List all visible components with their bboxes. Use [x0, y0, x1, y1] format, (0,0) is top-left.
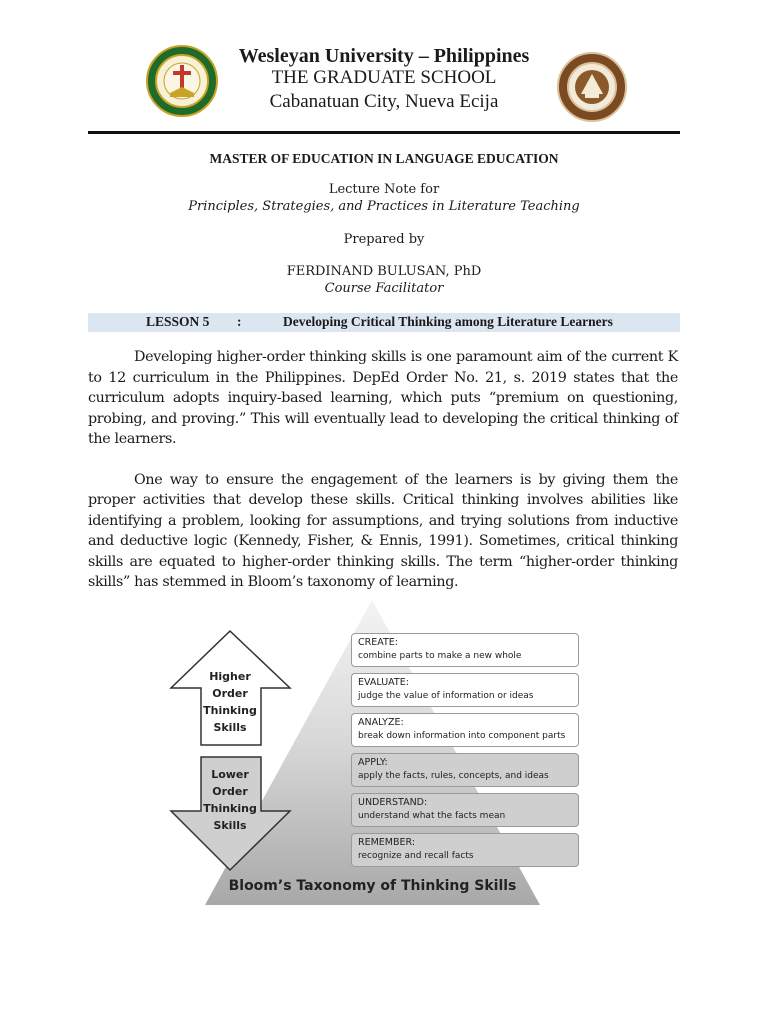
tier-apply	[351, 753, 579, 787]
tier-analyze	[351, 713, 579, 747]
header-divider	[88, 131, 680, 134]
tier-title: CREATE:	[358, 637, 399, 648]
paragraph-1: Developing higher-order thinking skills is one paramount aim of the current K to 12 curriculum in the Philippines. DepEd Order No. 21, s. 2019 states that the curriculum adopts inquiry-based learning, which puts “premium on questioning, probing, and proving.” This will eventually lead to developing the critical thinking of the learners.	[88, 349, 678, 447]
school-name: THE GRADUATE SCHOOL	[271, 67, 497, 88]
lesson-number: LESSON 5	[146, 314, 210, 329]
tier-title: APPLY:	[358, 757, 388, 768]
tier-title: ANALYZE:	[358, 717, 404, 728]
tier-description: break down information into component parts	[358, 731, 566, 741]
school-address: Cabanatuan City, Nueva Ecija	[269, 91, 499, 112]
higher-order-label: Higher Order Thinking Skills	[203, 670, 257, 734]
tier-title: UNDERSTAND:	[358, 797, 428, 808]
lecture-label: Lecture Note for	[328, 182, 440, 197]
author-name: FERDINAND BULUSAN, PhD	[286, 264, 482, 279]
lesson-separator: :	[237, 314, 242, 329]
tier-remember	[351, 833, 579, 867]
tier-create	[351, 633, 579, 667]
tier-understand	[351, 793, 579, 827]
tier-description: judge the value of information or ideas	[358, 691, 534, 701]
program-title: MASTER OF EDUCATION IN LANGUAGE EDUCATION	[209, 151, 559, 166]
lower-order-label: Lower Order Thinking Skills	[203, 768, 257, 832]
figure-caption: Bloom’s Taxonomy of Thinking Skills	[228, 878, 517, 894]
author-role: Course Facilitator	[324, 281, 444, 296]
tier-description: apply the facts, rules, concepts, and ideas	[358, 771, 549, 781]
tier-title: REMEMBER:	[358, 837, 416, 848]
course-title: Principles, Strategies, and Practices in Literature Teaching	[188, 199, 580, 214]
tier-description: recognize and recall facts	[358, 851, 474, 861]
paragraph-2: One way to ensure the engagement of the learners is by giving them the proper activities that develop these skills. Critical thinking involves abilities like identifying a problem, looking for assumptions, and trying solutions from inductive and deductive logic (Kennedy, Fisher, & Ennis, 1991). Sometimes, critical thinking skills are equated to higher-order thinking skills. The term “higher-order thinking skills” has stemmed in Bloom’s taxonomy of learning.	[88, 471, 678, 590]
prepared-by-label: Prepared by	[343, 232, 425, 247]
tier-description: combine parts to make a new whole	[358, 651, 522, 661]
tier-evaluate	[351, 673, 579, 707]
university-name: Wesleyan University – Philippines	[238, 45, 530, 67]
body-text	[88, 347, 678, 593]
tier-title: EVALUATE:	[358, 677, 409, 688]
lesson-title: Developing Critical Thinking among Literature Learners	[283, 314, 613, 329]
tier-description: understand what the facts mean	[358, 811, 506, 821]
